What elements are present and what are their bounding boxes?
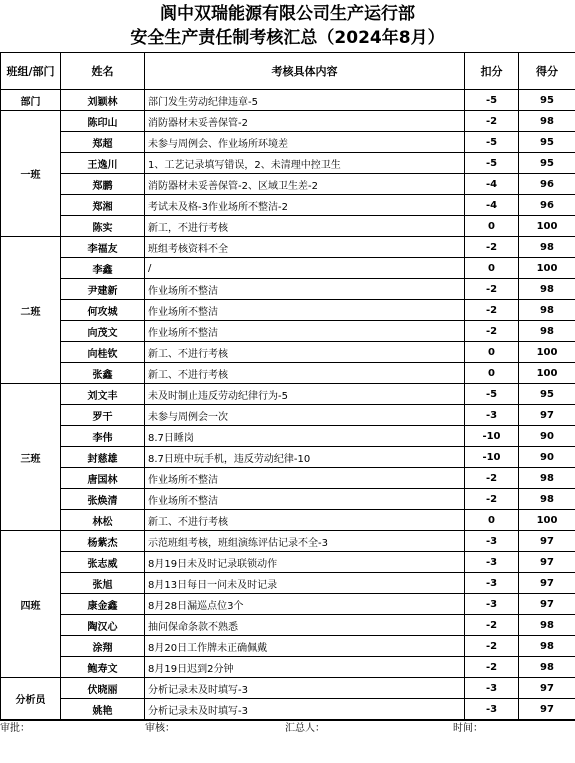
assessment-content: 新工，不进行考核	[145, 216, 465, 237]
assessment-content: 8.7日睡岗	[145, 426, 465, 447]
deduction-points: 0	[465, 258, 519, 279]
assessment-content: 作业场所不整洁	[145, 489, 465, 510]
assessment-content: 新工、不进行考核	[145, 510, 465, 531]
final-score: 100	[519, 363, 575, 384]
final-score: 98	[519, 468, 575, 489]
table-row	[1, 237, 575, 258]
group-label: 部门	[1, 90, 61, 111]
employee-name: 唐国林	[61, 468, 145, 489]
deduction-points: -3	[465, 573, 519, 594]
table-row	[1, 132, 575, 153]
table-row	[1, 489, 575, 510]
deduction-points: -2	[465, 279, 519, 300]
assessment-content: 消防器材未妥善保管-2、区域卫生差-2	[145, 174, 465, 195]
employee-name: 李伟	[61, 426, 145, 447]
footer-time-label: 时间：	[453, 723, 483, 734]
table-row	[1, 153, 575, 174]
employee-name: 陈实	[61, 216, 145, 237]
employee-name: 郑鹏	[61, 174, 145, 195]
assessment-content: 分析记录未及时填写-3	[145, 699, 465, 720]
table-row	[1, 258, 575, 279]
deduction-points: -2	[465, 468, 519, 489]
group-label: 分析员	[1, 678, 61, 720]
employee-name: 何攻城	[61, 300, 145, 321]
table-row	[1, 636, 575, 657]
assessment-content: 部门发生劳动纪律违章-5	[145, 90, 465, 111]
table-row	[1, 447, 575, 468]
table-row	[1, 552, 575, 573]
final-score: 98	[519, 111, 575, 132]
table-row	[1, 594, 575, 615]
deduction-points: -3	[465, 594, 519, 615]
table-row	[1, 531, 575, 552]
deduction-points: -3	[465, 552, 519, 573]
footer-signatures	[0, 720, 575, 737]
assessment-content: 8月19日未及时记录联锁动作	[145, 552, 465, 573]
employee-name: 康金鑫	[61, 594, 145, 615]
table-row	[1, 321, 575, 342]
employee-name: 罗干	[61, 405, 145, 426]
table-header-row	[1, 53, 575, 90]
deduction-points: -5	[465, 132, 519, 153]
table-row	[1, 111, 575, 132]
header-content: 考核具体内容	[145, 53, 465, 90]
document-subtitle: 安全生产责任制考核汇总（2024年8月）	[130, 28, 445, 48]
deduction-points: -5	[465, 90, 519, 111]
assessment-content: 作业场所不整洁	[145, 300, 465, 321]
assessment-content: 8月20日工作牌未正确佩戴	[145, 636, 465, 657]
final-score: 95	[519, 153, 575, 174]
table-row	[1, 426, 575, 447]
final-score: 98	[519, 657, 575, 678]
assessment-table	[0, 52, 575, 720]
deduction-points: 0	[465, 216, 519, 237]
employee-name: 姚艳	[61, 699, 145, 720]
table-row	[1, 573, 575, 594]
group-label: 三班	[1, 384, 61, 531]
employee-name: 封慈雄	[61, 447, 145, 468]
employee-name: 郑湘	[61, 195, 145, 216]
footer-reviewer-label: 审核：	[145, 723, 175, 734]
final-score: 100	[519, 216, 575, 237]
employee-name: 王逸川	[61, 153, 145, 174]
deduction-points: -2	[465, 111, 519, 132]
final-score: 100	[519, 510, 575, 531]
employee-name: 陶汉心	[61, 615, 145, 636]
assessment-content: 8.7日班中玩手机，违反劳动纪律-10	[145, 447, 465, 468]
header-name: 姓名	[61, 53, 145, 90]
employee-name: 刘颖林	[61, 90, 145, 111]
final-score: 98	[519, 636, 575, 657]
deduction-points: -4	[465, 195, 519, 216]
final-score: 98	[519, 279, 575, 300]
deduction-points: -4	[465, 174, 519, 195]
final-score: 98	[519, 615, 575, 636]
table-row	[1, 90, 575, 111]
employee-name: 向桂钦	[61, 342, 145, 363]
employee-name: 涂翔	[61, 636, 145, 657]
table-row	[1, 468, 575, 489]
deduction-points: -2	[465, 657, 519, 678]
table-row	[1, 300, 575, 321]
deduction-points: -10	[465, 447, 519, 468]
table-row	[1, 657, 575, 678]
employee-name: 向茂文	[61, 321, 145, 342]
employee-name: 鲍寿文	[61, 657, 145, 678]
assessment-content: 8月13日每日一问未及时记录	[145, 573, 465, 594]
deduction-points: -3	[465, 699, 519, 720]
group-label: 一班	[1, 111, 61, 237]
final-score: 90	[519, 426, 575, 447]
group-label: 四班	[1, 531, 61, 678]
final-score: 95	[519, 384, 575, 405]
employee-name: 林松	[61, 510, 145, 531]
assessment-content: 未参与周例会一次	[145, 405, 465, 426]
assessment-content: 作业场所不整洁	[145, 468, 465, 489]
assessment-content: 消防器材未妥善保管-2	[145, 111, 465, 132]
deduction-points: -3	[465, 531, 519, 552]
header-group: 班组/部门	[1, 53, 61, 90]
employee-name: 杨紫杰	[61, 531, 145, 552]
assessment-content: 新工、不进行考核	[145, 342, 465, 363]
employee-name: 刘文丰	[61, 384, 145, 405]
employee-name: 张旭	[61, 573, 145, 594]
deduction-points: 0	[465, 510, 519, 531]
table-row	[1, 510, 575, 531]
final-score: 90	[519, 447, 575, 468]
employee-name: 李鑫	[61, 258, 145, 279]
document-title: 阆中双瑞能源有限公司生产运行部	[160, 4, 415, 24]
table-row	[1, 363, 575, 384]
final-score: 97	[519, 699, 575, 720]
deduction-points: -3	[465, 405, 519, 426]
assessment-content: 新工、不进行考核	[145, 363, 465, 384]
final-score: 96	[519, 174, 575, 195]
employee-name: 郑超	[61, 132, 145, 153]
assessment-content: /	[145, 258, 465, 279]
assessment-content: 班组考核资料不全	[145, 237, 465, 258]
final-score: 97	[519, 405, 575, 426]
deduction-points: -5	[465, 153, 519, 174]
footer-summarizer-label: 汇总人：	[285, 723, 325, 734]
employee-name: 伏晓丽	[61, 678, 145, 699]
assessment-content: 8月28日漏巡点位3个	[145, 594, 465, 615]
final-score: 97	[519, 552, 575, 573]
table-row	[1, 174, 575, 195]
table-row	[1, 195, 575, 216]
deduction-points: -2	[465, 489, 519, 510]
table-row	[1, 216, 575, 237]
assessment-content: 抽问保命条款不熟悉	[145, 615, 465, 636]
assessment-content: 1、工艺记录填写错误，2、未清理中控卫生	[145, 153, 465, 174]
deduction-points: -3	[465, 678, 519, 699]
table-row	[1, 384, 575, 405]
assessment-content: 分析记录未及时填写-3	[145, 678, 465, 699]
header-score: 得分	[519, 53, 575, 90]
final-score: 97	[519, 531, 575, 552]
final-score: 97	[519, 573, 575, 594]
deduction-points: -2	[465, 237, 519, 258]
deduction-points: -5	[465, 384, 519, 405]
final-score: 97	[519, 678, 575, 699]
table-row	[1, 405, 575, 426]
final-score: 98	[519, 489, 575, 510]
assessment-content: 示范班组考核，班组演练评估记录不全-3	[145, 531, 465, 552]
employee-name: 张焕清	[61, 489, 145, 510]
final-score: 97	[519, 594, 575, 615]
employee-name: 尹建新	[61, 279, 145, 300]
assessment-content: 未参与周例会、作业场所环境差	[145, 132, 465, 153]
final-score: 98	[519, 321, 575, 342]
final-score: 95	[519, 132, 575, 153]
table-row	[1, 699, 575, 720]
final-score: 98	[519, 300, 575, 321]
employee-name: 张鑫	[61, 363, 145, 384]
group-label: 二班	[1, 237, 61, 384]
assessment-content: 8月19日迟到2分钟	[145, 657, 465, 678]
footer-approver-label: 审批：	[0, 723, 30, 734]
table-row	[1, 279, 575, 300]
final-score: 96	[519, 195, 575, 216]
assessment-content: 作业场所不整洁	[145, 321, 465, 342]
assessment-content: 未及时制止违反劳动纪律行为-5	[145, 384, 465, 405]
deduction-points: -10	[465, 426, 519, 447]
header-deduct: 扣分	[465, 53, 519, 90]
final-score: 100	[519, 342, 575, 363]
employee-name: 李福友	[61, 237, 145, 258]
table-row	[1, 678, 575, 699]
table-body	[1, 90, 575, 720]
deduction-points: 0	[465, 342, 519, 363]
deduction-points: -2	[465, 321, 519, 342]
final-score: 100	[519, 258, 575, 279]
deduction-points: -2	[465, 636, 519, 657]
table-row	[1, 342, 575, 363]
assessment-content: 作业场所不整洁	[145, 279, 465, 300]
employee-name: 张志威	[61, 552, 145, 573]
final-score: 95	[519, 90, 575, 111]
final-score: 98	[519, 237, 575, 258]
deduction-points: -2	[465, 300, 519, 321]
deduction-points: -2	[465, 615, 519, 636]
table-row	[1, 615, 575, 636]
assessment-content: 考试未及格-3作业场所不整洁-2	[145, 195, 465, 216]
employee-name: 陈印山	[61, 111, 145, 132]
deduction-points: 0	[465, 363, 519, 384]
